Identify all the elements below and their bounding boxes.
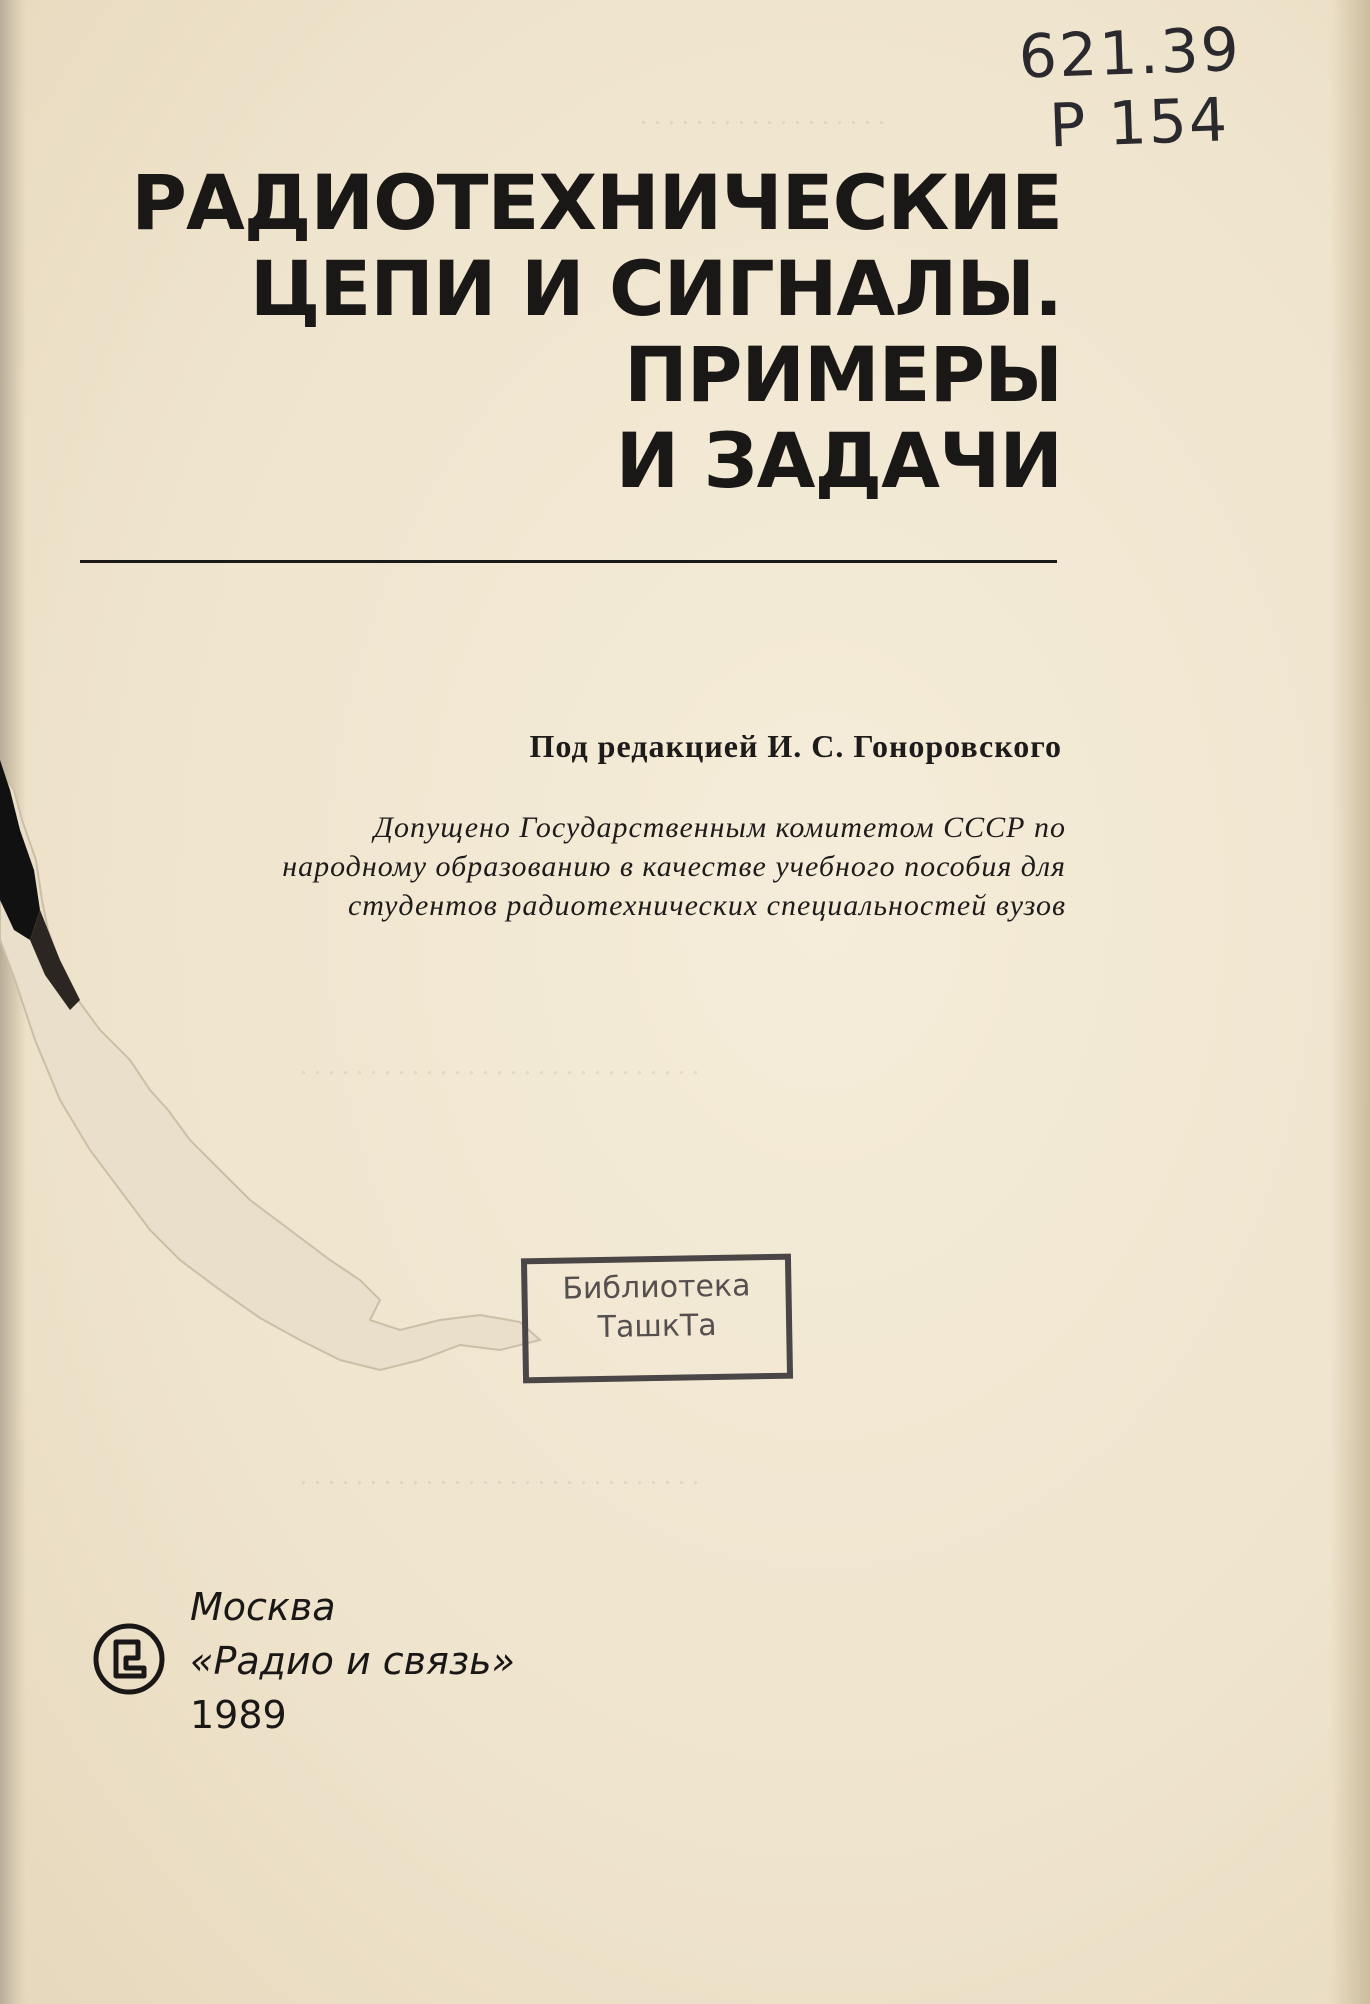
stamp-line2: ТашкТа xyxy=(597,1307,717,1346)
publisher-name: «Радио и связь» xyxy=(190,1639,515,1683)
title-divider xyxy=(80,560,1057,563)
bleed-through-texture: . . . . . . . . . . . . . . . . . . . . . . . . . . . . . xyxy=(300,1460,699,1491)
bleed-through-texture: . . . . . . . . . . . . . . . . . . . . . . . . . . . . . xyxy=(300,1050,699,1081)
title-line1: РАДИОТЕХНИЧЕСКИЕ xyxy=(131,158,1062,247)
approval-statement xyxy=(60,808,1066,925)
editor-credit: Под редакцией И. С. Гоноровского xyxy=(529,728,1062,764)
publisher-city: Москва xyxy=(190,1585,336,1629)
title-line3: ПРИМЕРЫ xyxy=(624,330,1062,419)
approval-line1: Допущено Государственным комитетом СССР по xyxy=(373,811,1066,844)
publisher-logo-icon xyxy=(92,1622,166,1696)
call-number-line2: Р 154 xyxy=(1048,85,1231,162)
page-right-shadow xyxy=(1330,0,1370,2004)
approval-line2: народному образованию в качестве учебного пособия для xyxy=(282,850,1066,883)
approval-line3: студентов радиотехнических специальностей вузов xyxy=(347,889,1066,922)
stamp-line1: Библиотека xyxy=(562,1268,751,1307)
book-title xyxy=(100,160,1062,504)
library-stamp xyxy=(521,1254,793,1384)
publication-year: 1989 xyxy=(190,1693,287,1737)
title-line2: ЦЕПИ И СИГНАЛЫ. xyxy=(249,244,1062,333)
publisher-info xyxy=(190,1580,515,1742)
library-call-number xyxy=(1018,14,1283,163)
bleed-through-texture: . . . . . . . . . . . . . . . . . . xyxy=(640,100,885,131)
title-line4: И ЗАДАЧИ xyxy=(615,416,1062,505)
call-number-line1: 621.39 xyxy=(1017,14,1242,93)
